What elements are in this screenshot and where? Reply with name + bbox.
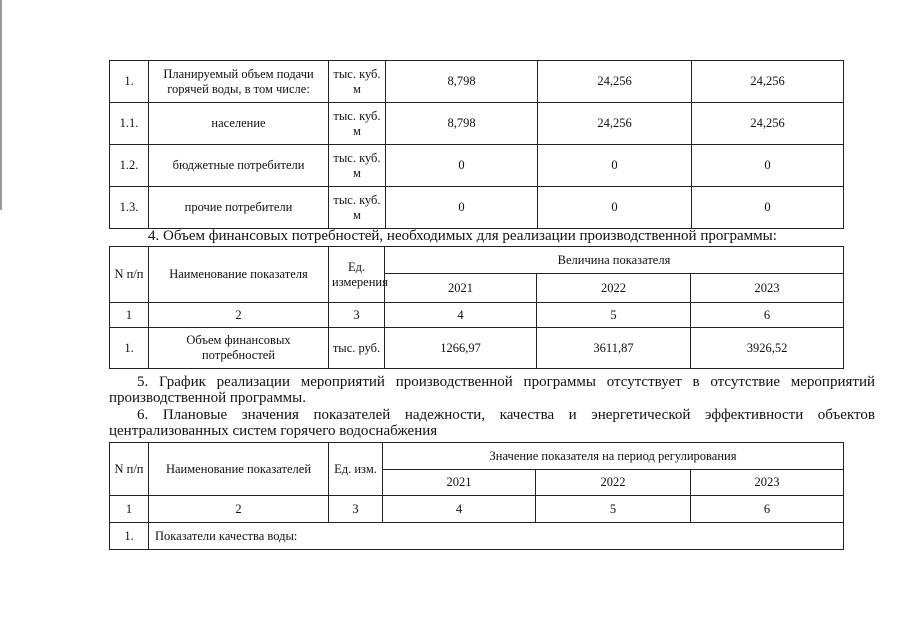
quality-indicators-table	[109, 442, 844, 550]
table-row	[110, 523, 844, 550]
table-row	[110, 328, 844, 369]
unit-cell: тыс. руб.	[329, 328, 385, 369]
table-row	[110, 187, 844, 229]
row-number: 1.3.	[110, 187, 149, 229]
water-volume-table	[109, 60, 844, 229]
table-row	[110, 103, 844, 145]
index-cell: 4	[383, 496, 536, 523]
indicator-name: Объем финансовых потребностей	[149, 328, 329, 369]
header-indicator: Наименование показателей	[149, 443, 329, 496]
header-unit: Ед. изм.	[329, 443, 383, 496]
section-label: Показатели качества воды:	[149, 523, 844, 550]
header-value: Значение показателя на период регулирования	[383, 443, 844, 470]
unit-cell: тыс. куб. м	[329, 103, 386, 145]
index-cell: 2	[149, 303, 329, 328]
section-5-line-1: 5. График реализации мероприятий производственной программы отсутствует в отсутствие мероприятий	[137, 374, 875, 390]
year-2022: 2022	[536, 470, 691, 496]
value-2021: 8,798	[386, 103, 538, 145]
unit-cell: тыс. куб. м	[329, 145, 386, 187]
index-cell: 2	[149, 496, 329, 523]
value-2021: 1266,97	[385, 328, 537, 369]
index-cell: 4	[385, 303, 537, 328]
index-cell: 5	[536, 496, 691, 523]
value-2021: 8,798	[386, 61, 538, 103]
unit-cell: тыс. куб. м	[329, 187, 386, 229]
header-unit: Ед. измерения	[329, 247, 385, 303]
index-cell: 3	[329, 496, 383, 523]
header-indicator: Наименование показателя	[149, 247, 329, 303]
row-number: 1.1.	[110, 103, 149, 145]
row-number: 1.	[110, 523, 149, 550]
row-number: 1.2.	[110, 145, 149, 187]
table-header-row	[110, 247, 844, 274]
value-2023: 24,256	[692, 103, 844, 145]
indicator-name: бюджетные потребители	[149, 145, 329, 187]
table-index-row	[110, 303, 844, 328]
section-6-line-2: централизованных систем горячего водоснабжения	[109, 423, 438, 439]
year-2023: 2023	[691, 470, 844, 496]
table-row	[110, 61, 844, 103]
year-2021: 2021	[385, 274, 537, 303]
financial-needs-table	[109, 246, 844, 369]
row-number: 1.	[110, 61, 149, 103]
value-2022: 0	[538, 145, 692, 187]
table-index-row	[110, 496, 844, 523]
header-number: N п/п	[110, 443, 149, 496]
index-cell: 6	[691, 303, 844, 328]
section-5-line-2: производственной программы.	[109, 390, 307, 406]
value-2021: 0	[386, 145, 538, 187]
indicator-name: прочие потребители	[149, 187, 329, 229]
indicator-name: население	[149, 103, 329, 145]
value-2023: 24,256	[692, 61, 844, 103]
header-number: N п/п	[110, 247, 149, 303]
value-2022: 24,256	[538, 103, 692, 145]
index-cell: 6	[691, 496, 844, 523]
unit-cell: тыс. куб. м	[329, 61, 386, 103]
value-2022: 3611,87	[537, 328, 691, 369]
year-2021: 2021	[383, 470, 536, 496]
table-header-row	[110, 443, 844, 470]
section-6-line-1: 6. Плановые значения показателей надежности, качества и энергетической эффективности объектов	[137, 407, 875, 423]
year-2023: 2023	[691, 274, 844, 303]
index-cell: 3	[329, 303, 385, 328]
indicator-name: Планируемый объем подачи горячей воды, в том числе:	[149, 61, 329, 103]
scan-edge-shadow	[0, 0, 2, 210]
value-2021: 0	[386, 187, 538, 229]
index-cell: 1	[110, 303, 149, 328]
value-2022: 24,256	[538, 61, 692, 103]
header-value: Величина показателя	[385, 247, 844, 274]
year-2022: 2022	[537, 274, 691, 303]
value-2023: 0	[692, 145, 844, 187]
value-2022: 0	[538, 187, 692, 229]
section-4-heading: 4. Объем финансовых потребностей, необходимых для реализации производственной программы:	[148, 228, 777, 244]
value-2023: 3926,52	[691, 328, 844, 369]
row-number: 1.	[110, 328, 149, 369]
index-cell: 1	[110, 496, 149, 523]
table-row	[110, 145, 844, 187]
value-2023: 0	[692, 187, 844, 229]
index-cell: 5	[537, 303, 691, 328]
